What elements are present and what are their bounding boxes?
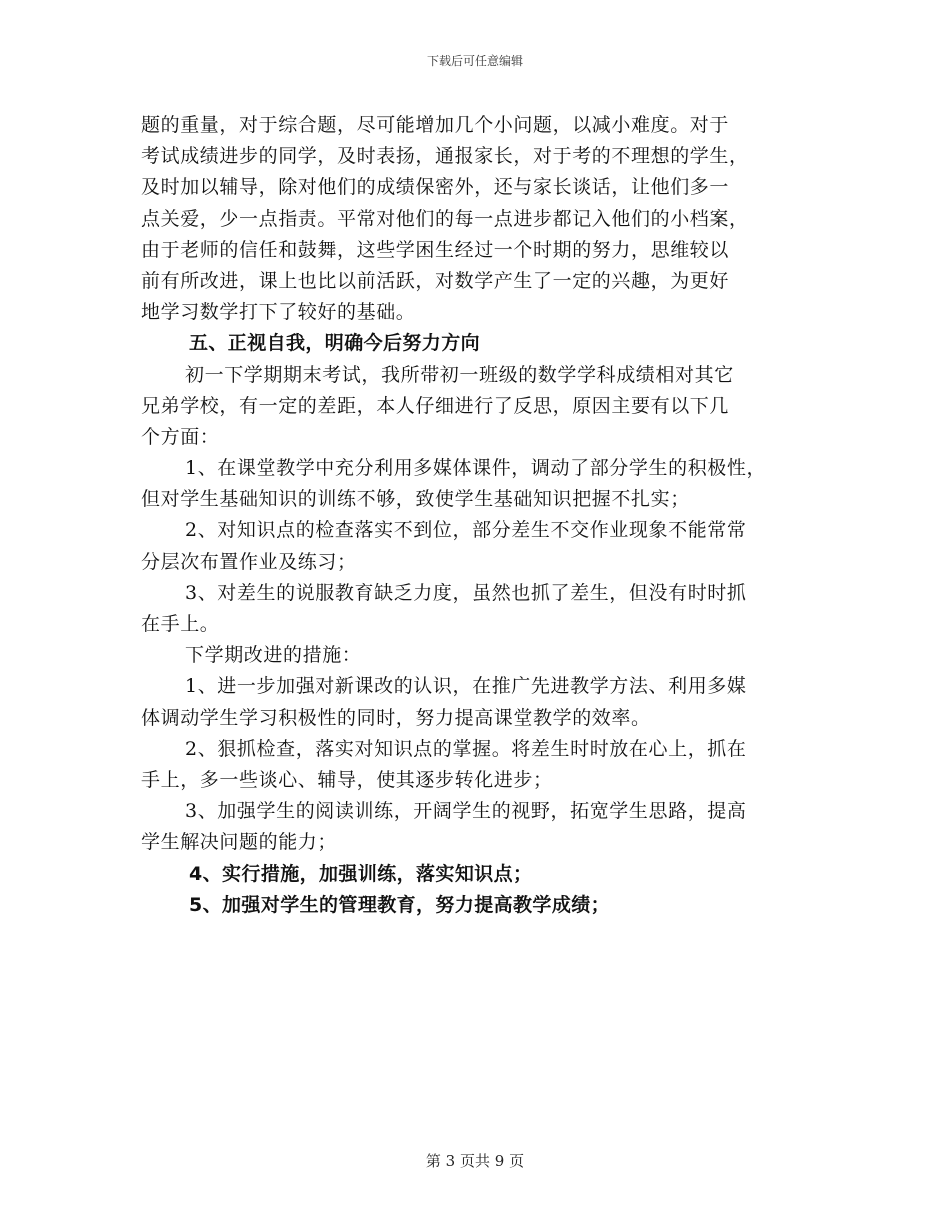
paragraph-line: 地学习数学打下了较好的基础。 bbox=[141, 301, 416, 324]
bold-list-item: 5、加强对学生的管理教育，努力提高教学成绩； bbox=[189, 893, 611, 916]
list-item-line: 3、加强学生的阅读训练，开阔学生的视野，拓宽学生思路，提高 bbox=[185, 800, 747, 823]
paragraph-line: 兄弟学校，有一定的差距，本人仔细进行了反思，原因主要有以下几 bbox=[141, 394, 730, 417]
list-item-line: 在手上。 bbox=[141, 613, 220, 635]
paragraph-line: 下学期改进的措施： bbox=[185, 644, 362, 667]
list-item-line: 但对学生基础知识的训练不够，致使学生基础知识把握不扎实； bbox=[141, 488, 690, 511]
paragraph-line: 及时加以辅导，除对他们的成绩保密外，还与家长谈话，让他们多一 bbox=[141, 176, 730, 199]
document-body bbox=[141, 110, 811, 921]
bold-list-item: 4、实行措施，加强训练，落实知识点； bbox=[189, 862, 533, 885]
page-number: 第 3 页共 9 页 bbox=[425, 1152, 525, 1170]
paragraph-line: 题的重量，对于综合题，尽可能增加几个小问题，以减小难度。对于 bbox=[141, 114, 730, 136]
paragraph-line: 前有所改进，课上也比以前活跃，对数学产生了一定的兴趣，为更好 bbox=[141, 269, 730, 292]
list-item-line: 1、进一步加强对新课改的认识，在推广先进教学方法、利用多媒 bbox=[185, 675, 747, 698]
list-item-line: 2、狠抓检查，落实对知识点的掌握。将差生时时放在心上，抓在 bbox=[185, 737, 747, 760]
list-item-line: 手上，多一些谈心、辅导，使其逐步转化进步； bbox=[141, 768, 553, 791]
paragraph-line: 由于老师的信任和鼓舞，这些学困生经过一个时期的努力，思维较以 bbox=[141, 238, 730, 261]
list-item-line: 学生解决问题的能力； bbox=[141, 831, 338, 854]
paragraph-line: 初一下学期期末考试，我所带初一班级的数学学科成绩相对其它 bbox=[185, 363, 734, 386]
paragraph-line: 点关爱，少一点指责。平常对他们的每一点进步都记入他们的小档案， bbox=[141, 207, 749, 230]
list-item-line: 1、在课堂教学中充分利用多媒体课件，调动了部分学生的积极性， bbox=[185, 457, 767, 480]
page-header: 下载后可任意编辑 bbox=[426, 54, 523, 68]
list-item-line: 2、对知识点的检查落实不到位，部分差生不交作业现象不能常常 bbox=[185, 519, 747, 542]
list-item-line: 体调动学生学习积极性的同时，努力提高课堂教学的效率。 bbox=[141, 706, 651, 729]
list-item-line: 3、对差生的说服教育缺乏力度，虽然也抓了差生，但没有时时抓 bbox=[185, 581, 747, 604]
paragraph-line: 考试成绩进步的同学，及时表扬，通报家长，对于考的不理想的学生， bbox=[141, 145, 749, 168]
list-item-line: 分层次布置作业及练习； bbox=[141, 550, 357, 573]
section-heading: 五、正视自我，明确今后努力方向 bbox=[189, 332, 481, 355]
paragraph-line: 个方面： bbox=[141, 425, 220, 448]
